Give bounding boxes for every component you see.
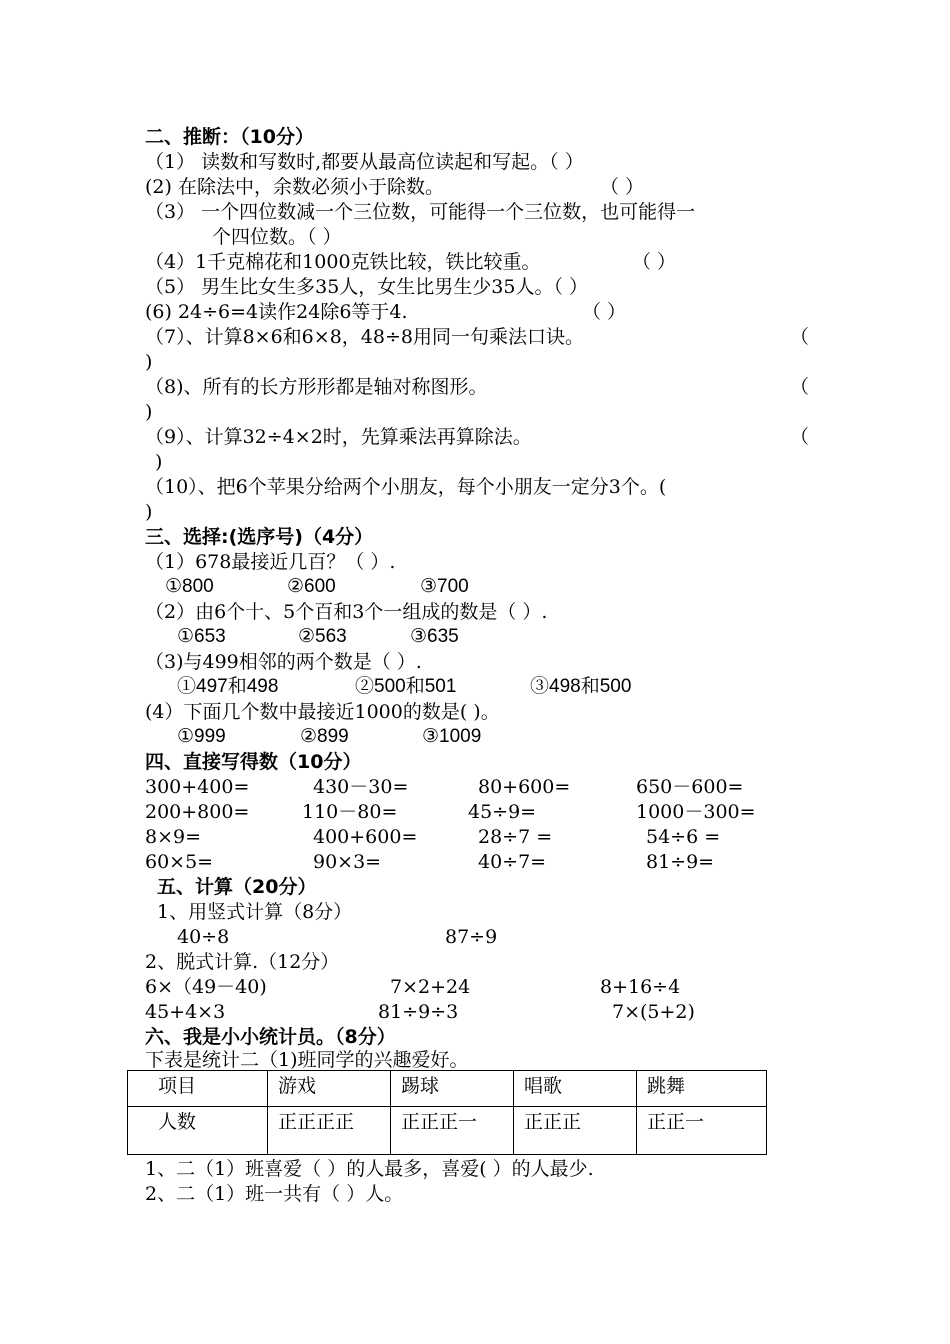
judge-q5: （5） 男生比女生多35人，女生比男生少35人。（ ） (145, 276, 589, 298)
oral-r4-c3: 40÷7= (478, 851, 547, 873)
oral-r3-c2: 400+600= (313, 826, 418, 848)
choice-q1-opt1: ①800 (165, 576, 214, 597)
choice-q3-opt3: ③498和500 (530, 676, 632, 697)
judge-q7-open: （ (790, 326, 810, 348)
step-calc-r1-c3: 8+16÷4 (600, 976, 681, 998)
judge-q4: （4）1千克棉花和1000克铁比较，铁比较重。 (145, 251, 541, 273)
choice-q4-opt1: ①999 (177, 726, 226, 747)
choice-q4: (4）下面几个数中最接近1000的数是( )。 (145, 701, 500, 723)
oral-r3-c3: 28÷7 = (478, 826, 553, 848)
table-cell: 正正一 (637, 1107, 767, 1155)
step-calc-r2-c3: 7×(5+2) (612, 1001, 695, 1023)
stats-q2: 2、二（1）班一共有（ ）人。 (145, 1183, 404, 1205)
judge-q8: （8)、所有的长方形形都是轴对称图形。 (145, 376, 488, 398)
stats-q1: 1、二（1）班喜爱（ ）的人最多，喜爱( ）的人最少. (145, 1158, 594, 1180)
table-header-cell: 跳舞 (637, 1071, 767, 1107)
judge-q2: (2) 在除法中，余数必须小于除数。 (145, 176, 444, 198)
oral-r1-c2: 430－30= (313, 776, 409, 798)
table-header-cell: 项目 (128, 1071, 268, 1107)
choice-q2-opt1: ①653 (177, 626, 226, 647)
table-cell: 正正正 (514, 1107, 637, 1155)
section-6-title: 六、我是小小统计员。（8分） (145, 1026, 396, 1048)
choice-q3: （3)与499相邻的两个数是（ ）. (145, 651, 422, 673)
judge-q4-answer: （ ） (632, 251, 677, 273)
section-3-title: 三、选择:(选序号)（4分） (145, 526, 374, 548)
table-header-cell: 踢球 (391, 1071, 514, 1107)
judge-q9-open: （ (790, 426, 810, 448)
choice-q1-opt2: ②600 (287, 576, 336, 597)
choice-q2-opt2: ②563 (298, 626, 347, 647)
judge-q6-answer: （ ） (582, 301, 627, 323)
section-2-title: 二、推断：（10分） (145, 126, 314, 148)
choice-q4-opt3: ③1009 (422, 726, 482, 747)
oral-r2-c2: 110－80= (302, 801, 398, 823)
choice-q2: （2）由6个十、5个百和3个一组成的数是（ ）. (145, 601, 548, 623)
oral-r1-c4: 650－600= (636, 776, 744, 798)
table-cell: 人数 (128, 1107, 268, 1155)
step-calc-r1-c1: 6×（49－40) (145, 976, 267, 998)
table-header-cell: 唱歌 (514, 1071, 637, 1107)
interest-stats-table (127, 1070, 767, 1155)
judge-q8-open: （ (790, 376, 810, 398)
vertical-calc-1: 40÷8 (177, 926, 230, 948)
judge-q7-close: ) (145, 351, 153, 373)
judge-q2-answer: （ ） (600, 176, 645, 198)
step-calc-heading: 2、脱式计算.（12分） (145, 951, 340, 973)
choice-q3-opt2: ②500和501 (355, 676, 457, 697)
section-5-title: 五、计算（20分） (157, 876, 317, 898)
judge-q3-line2: 个四位数。（ ） (212, 226, 342, 248)
table-cell: 正正正一 (391, 1107, 514, 1155)
oral-r2-c4: 1000－300= (636, 801, 756, 823)
judge-q3-line1: （3） 一个四位数减一个三位数，可能得一个三位数，也可能得一 (145, 201, 696, 223)
oral-r4-c4: 81÷9= (646, 851, 715, 873)
stats-intro: 下表是统计二（1)班同学的兴趣爱好。 (145, 1049, 469, 1071)
table-row (128, 1107, 767, 1155)
judge-q9-close: ) (155, 451, 163, 473)
table-header-cell: 游戏 (268, 1071, 391, 1107)
judge-q1: （1） 读数和写数时,都要从最高位读起和写起。（ ） (145, 151, 584, 173)
oral-r2-c1: 200+800= (145, 801, 250, 823)
judge-q9: （9）、计算32÷4×2时，先算乘法再算除法。 (145, 426, 532, 448)
table-header-row (128, 1071, 767, 1107)
choice-q3-opt1: ①497和498 (177, 676, 279, 697)
step-calc-r2-c1: 45+4×3 (145, 1001, 226, 1023)
step-calc-r1-c2: 7×2+24 (390, 976, 471, 998)
oral-r3-c4: 54÷6 = (646, 826, 721, 848)
vertical-calc-heading: 1、用竖式计算（8分） (157, 901, 353, 923)
section-4-title: 四、直接写得数（10分） (145, 751, 362, 773)
oral-r1-c1: 300+400= (145, 776, 250, 798)
oral-r2-c3: 45÷9= (468, 801, 537, 823)
choice-q1-opt3: ③700 (420, 576, 469, 597)
choice-q4-opt2: ②899 (300, 726, 349, 747)
choice-q2-opt3: ③635 (410, 626, 459, 647)
judge-q8-close: ) (145, 401, 153, 423)
judge-q6: (6) 24÷6=4读作24除6等于4. (145, 301, 408, 323)
choice-q1: （1）678最接近几百？（ ）. (145, 551, 396, 573)
judge-q10: （10）、把6个苹果分给两个小朋友，每个小朋友一定分3个。( (145, 476, 667, 498)
judge-q7: （7）、计算8×6和6×8，48÷8用同一句乘法口诀。 (145, 326, 584, 348)
oral-r3-c1: 8×9= (145, 826, 202, 848)
table-cell: 正正正正 (268, 1107, 391, 1155)
oral-r4-c1: 60×5= (145, 851, 214, 873)
step-calc-r2-c2: 81÷9÷3 (378, 1001, 459, 1023)
vertical-calc-2: 87÷9 (445, 926, 498, 948)
judge-q10-close: ) (145, 501, 153, 523)
oral-r4-c2: 90×3= (313, 851, 382, 873)
oral-r1-c3: 80+600= (478, 776, 571, 798)
